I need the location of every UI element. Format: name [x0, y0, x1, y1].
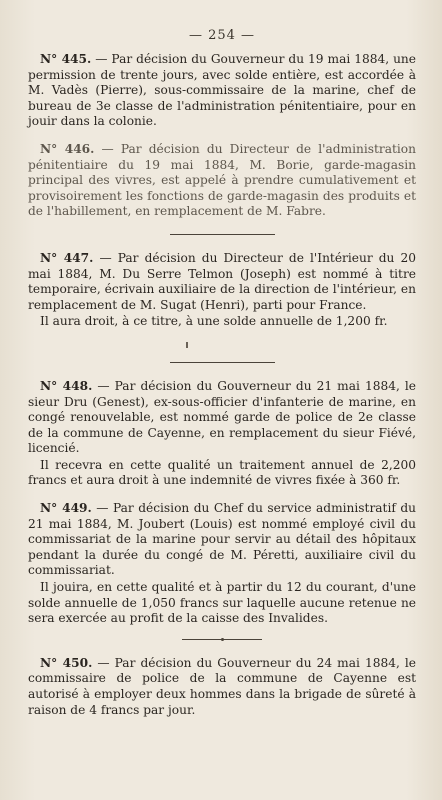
page-number: — 254 — — [188, 28, 256, 43]
entry-number: N° 449. — [40, 501, 92, 516]
entry-paragraph — [28, 379, 416, 457]
entry-number: N° 445. — [40, 52, 92, 66]
entry-paragraph — [28, 501, 416, 579]
entry-paragraph: Il jouira, en cette qualité et à partir du 12 du courant, d'une solde annuelle de 1,050 francs sur laquelle aucune retenue ne sera exercée au profit de la caisse des Invalides. — [28, 580, 416, 626]
ink-mark — [186, 342, 188, 348]
section-divider — [182, 639, 262, 640]
entry-448 — [28, 379, 416, 489]
section-divider — [170, 234, 275, 235]
entry-paragraph: Il recevra en cette qualité un traitement annuel de 2,200 francs et aura droit à une indemnité de vivres fixée à 360 fr. — [28, 457, 416, 488]
entry-paragraph — [28, 251, 416, 313]
entry-447 — [28, 251, 416, 330]
entry-text: — Par décision du Gouverneur du 19 mai 1884, une permission de trente jours, avec solde entière, est accordée à M. Vadès (Pierre), sous-commissaire de la marine, chef de bureau de 3e classe de l'administration pénitentiaire, pour en jouir dans la colonie. — [28, 52, 416, 129]
entry-445 — [28, 52, 416, 130]
entry-text: — Par décision du Chef du service administratif du 21 mai 1884, M. Joubert (Louis) est nommé employé civil du commissariat de la marine pour servir au détail des hôpitaux pendant la durée du congé de M. Péretti, auxiliaire civil du commissariat. — [28, 501, 416, 578]
entry-paragraph: Il aura droit, à ce titre, à une solde annuelle de 1,200 fr. — [40, 314, 388, 329]
entry-number: N° 446. — [40, 141, 95, 156]
entry-number: N° 447. — [40, 250, 94, 265]
entry-paragraph — [28, 142, 416, 220]
entry-number: N° 450. — [40, 655, 93, 670]
section-divider — [170, 362, 275, 363]
entry-paragraph — [28, 656, 416, 718]
entry-paragraph — [28, 52, 416, 130]
divider-dot — [221, 638, 224, 641]
entry-446 — [28, 142, 416, 220]
entry-text: — Par décision du Directeur de l'administration pénitentiaire du 19 mai 1884, M. Borie, garde-magasin principal des vivres, est appelé à prendre cumulativement et provisoirement les fonctions de garde-magasin des produits et de l'habillement, en remplacement de M. Fabre. — [28, 141, 416, 219]
entry-449 — [28, 501, 416, 627]
entry-450 — [28, 656, 416, 718]
entry-text: — Par décision du Gouverneur du 21 mai 1884, le sieur Dru (Genest), ex-sous-officier d'infanterie de marine, en congé renouvelable, est nommé garde de police de 2e classe de la commune de Cayenne, en remplacement du sieur Fiévé, licencié. — [28, 378, 416, 456]
entry-text: — Par décision du Directeur de l'Intérieur du 20 mai 1884, M. Du Serre Telmon (Joseph) est nommé à titre temporaire, écrivain auxiliaire de la direction de l'intérieur, en remplacement de M. Sugat (Henri), parti pour France. — [28, 250, 416, 312]
entry-text: — Par décision du Gouverneur du 24 mai 1884, le commissaire de police de la commune de Cayenne est autorisé à employer deux hommes dans la brigade de sûreté à raison de 4 francs par jour. — [28, 655, 416, 717]
entry-number: N° 448. — [40, 378, 93, 393]
